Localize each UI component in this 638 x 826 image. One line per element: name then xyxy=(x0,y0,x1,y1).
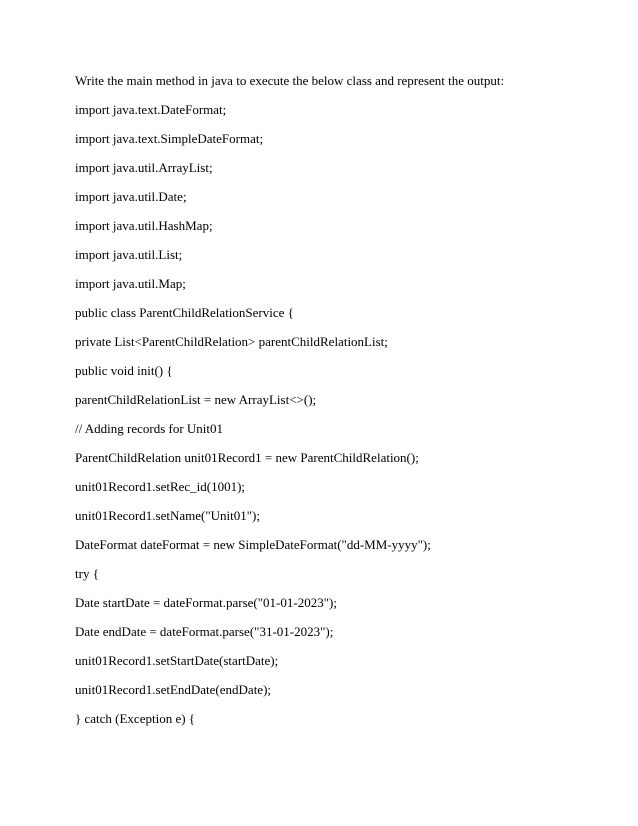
code-line: import java.text.DateFormat; xyxy=(75,102,227,117)
code-comment-line: // Adding records for Unit01 xyxy=(75,421,224,436)
code-line: parentChildRelationList = new ArrayList<>(); xyxy=(75,392,317,407)
code-line: import java.util.ArrayList; xyxy=(75,160,213,175)
instruction-text: Write the main method in java to execute the below class and represent the output: xyxy=(75,73,505,88)
code-line: unit01Record1.setRec_id(1001); xyxy=(75,479,246,494)
code-line: DateFormat dateFormat = new SimpleDateFormat("dd-MM-yyyy"); xyxy=(75,537,431,552)
code-line: public class ParentChildRelationService { xyxy=(75,305,294,320)
code-line: Date startDate = dateFormat.parse("01-01-2023"); xyxy=(75,595,337,610)
code-line: try { xyxy=(75,566,99,581)
code-line: ParentChildRelation unit01Record1 = new ParentChildRelation(); xyxy=(75,450,419,465)
code-line: unit01Record1.setEndDate(endDate); xyxy=(75,682,272,697)
code-line: private List<ParentChildRelation> parentChildRelationList; xyxy=(75,334,388,349)
code-line: import java.util.Date; xyxy=(75,189,187,204)
code-line: unit01Record1.setName("Unit01"); xyxy=(75,508,260,523)
code-line: import java.text.SimpleDateFormat; xyxy=(75,131,264,146)
code-line: import java.util.HashMap; xyxy=(75,218,213,233)
code-line: import java.util.Map; xyxy=(75,276,186,291)
code-line: unit01Record1.setStartDate(startDate); xyxy=(75,653,279,668)
code-line: public void init() { xyxy=(75,363,173,378)
document-body xyxy=(75,72,615,739)
code-line: import java.util.List; xyxy=(75,247,183,262)
code-line: } catch (Exception e) { xyxy=(75,711,196,726)
code-line: Date endDate = dateFormat.parse("31-01-2023"); xyxy=(75,624,334,639)
